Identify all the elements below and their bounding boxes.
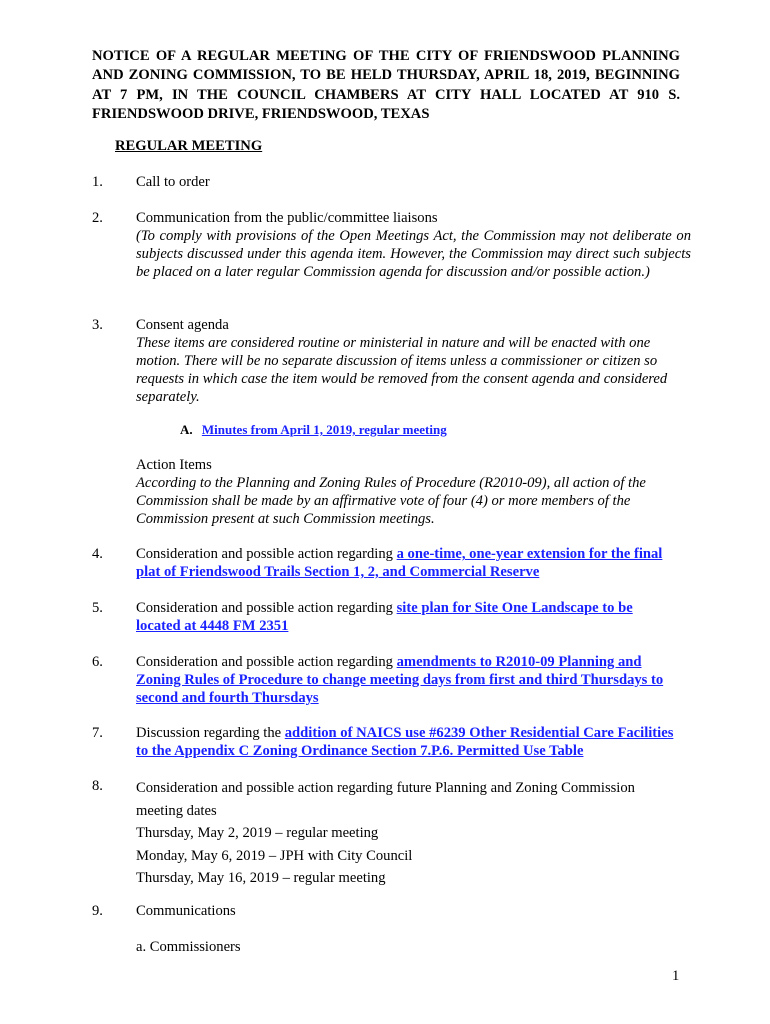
item-number: 5.	[92, 600, 103, 616]
item-text: Consideration and possible action regarding	[136, 654, 397, 670]
section-heading-regular-meeting: REGULAR MEETING	[115, 138, 263, 154]
item-body	[136, 209, 691, 281]
item-number: 8.	[92, 778, 103, 794]
consent-item-a	[180, 421, 447, 439]
sub-item-commissioners: a. Commissioners	[136, 939, 241, 955]
meeting-notice-title: NOTICE OF A REGULAR MEETING OF THE CITY OF FRIENDSWOOD PLANNING AND ZONING COMMISSION, TO BE HELD THURSDAY, APRIL 18, 2019, BEGINNING AT 7 PM, IN THE COUNCIL CHAMBERS AT CITY HALL LOCATED AT 910 S. FRIENDSWOOD DRIVE, FRIENDSWOOD, TEXAS	[92, 48, 680, 122]
item-number: 3.	[92, 317, 103, 333]
item-number: 7.	[92, 725, 103, 741]
item-number: 4.	[92, 546, 103, 562]
item-note: (To comply with provisions of the Open Meetings Act, the Commission may not deliberate on subjects discussed under this agenda item. However, the Commission may direct such subjects be placed on a later regular Commission agenda for discussion and/or possible action.)	[136, 228, 691, 280]
minutes-link[interactable]: Minutes from April 1, 2019, regular meeting	[201, 422, 447, 437]
action-items-block	[136, 456, 676, 528]
item-text: Consideration and possible action regarding	[136, 600, 397, 616]
item-number: 9.	[92, 903, 103, 919]
naics-use-link[interactable]: addition of NAICS use #6239 Other Residential Care Facilities to the Appendix C Zoning Ordinance Section 7.P.6. Permitted Use Table	[136, 725, 674, 759]
item-text: Consent agenda	[136, 317, 229, 333]
item-body	[136, 777, 696, 890]
action-items-heading: Action Items	[136, 457, 212, 473]
site-plan-link[interactable]: site plan for Site One Landscape to be located at 4448 FM 2351	[136, 600, 633, 634]
sub-item-label: A.	[180, 422, 193, 437]
page-number: 1	[672, 968, 680, 984]
item-text: Call to order	[136, 174, 210, 190]
item-number: 1.	[92, 174, 103, 190]
meeting-date-3: Thursday, May 16, 2019 – regular meeting	[136, 870, 386, 886]
item-text: Consideration and possible action regarding	[136, 546, 397, 562]
rules-amendment-link[interactable]: amendments to R2010-09 Planning and Zoning Rules of Procedure to change meeting days from first and third Thursdays to second and fourth Thursdays	[136, 654, 664, 706]
item-body	[136, 545, 676, 581]
item-text: Communications	[136, 903, 236, 919]
item-text: Communication from the public/committee liaisons	[136, 210, 438, 226]
item-body	[136, 653, 676, 707]
meeting-date-2: Monday, May 6, 2019 – JPH with City Council	[136, 847, 413, 864]
item-note: These items are considered routine or ministerial in nature and will be enacted with one motion. There will be no separate discussion of items unless a commissioner or citizen so requests in which case the item would be removed from the consent agenda and considered separately.	[136, 335, 668, 405]
meeting-date-1: Thursday, May 2, 2019 – regular meeting	[136, 825, 379, 841]
item-text-continued: meeting dates	[136, 802, 217, 819]
item-body	[136, 724, 676, 760]
item-text: Discussion regarding the	[136, 725, 285, 741]
item-text: Consideration and possible action regarding future Planning and Zoning Commission	[136, 780, 635, 796]
action-items-note: According to the Planning and Zoning Rules of Procedure (R2010-09), all action of the Commission shall be made by an affirmative vote of four (4) or more members of the Commission present at such Commission meetings.	[136, 475, 646, 527]
item-body	[136, 316, 676, 406]
item-number: 2.	[92, 210, 103, 226]
final-plat-extension-link[interactable]: a one-time, one-year extension for the final plat of Friendswood Trails Section 1, 2, and Commercial Reserve	[136, 546, 663, 580]
item-number: 6.	[92, 654, 103, 670]
item-body	[136, 599, 676, 635]
